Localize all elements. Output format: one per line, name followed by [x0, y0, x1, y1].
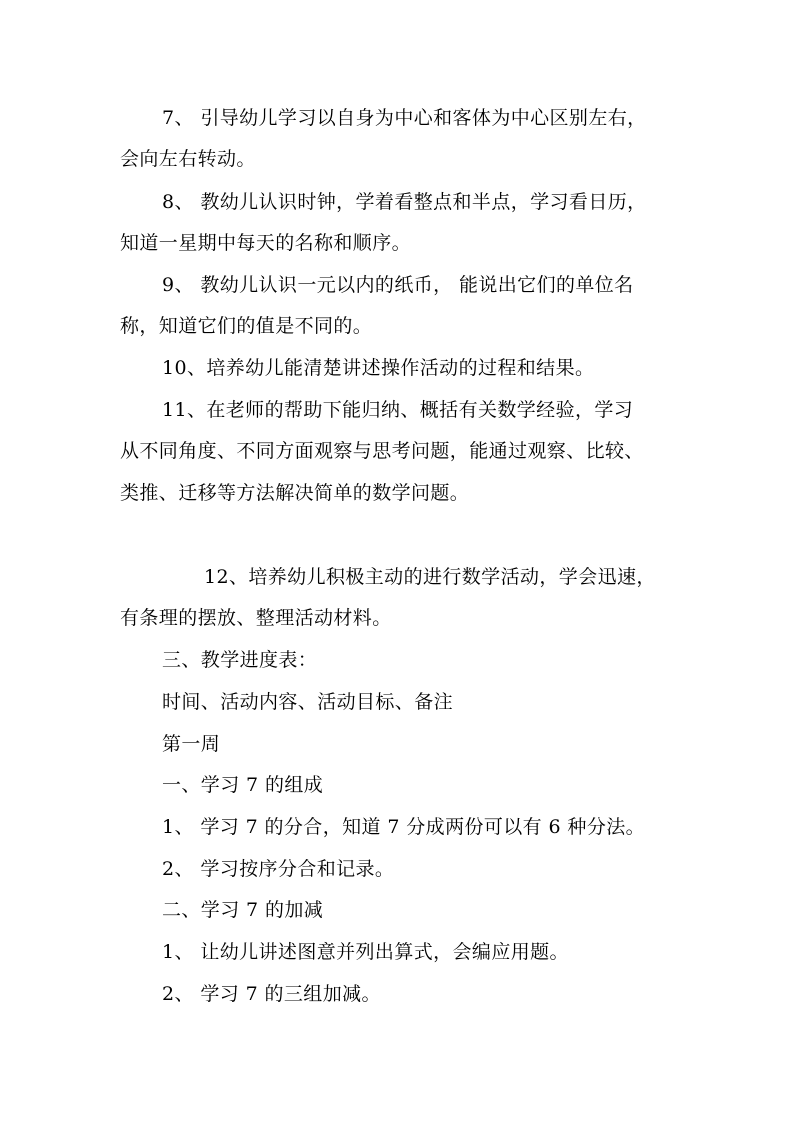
text-line-item-11-a: 11、在老师的帮助下能归纳、概括有关数学经验，学习	[162, 399, 634, 421]
text-line-item-10: 10、培养幼儿能清楚讲述操作活动的过程和结果。	[162, 357, 595, 379]
section-heading-schedule: 三、教学进度表：	[162, 649, 318, 671]
text-line-item-11-c: 类推、迁移等方法解决简单的数学问题。	[120, 482, 470, 504]
text-line-item-9-b: 称，知道它们的值是不同的。	[120, 315, 373, 337]
text-line-item-11-b: 从不同角度、不同方面观察与思考问题，能通过观察、比较、	[120, 440, 644, 462]
text-line-item-7-a: 7、 引导幼儿学习以自身为中心和客体为中心区别左右，	[162, 107, 647, 129]
week-label: 第一周	[162, 733, 221, 755]
text-line-item-12-b: 有条理的摆放、整理活动材料。	[120, 607, 392, 629]
activity-2-item-1: 1、 让幼儿讲述图意并列出算式，会编应用题。	[162, 941, 569, 963]
text-line-item-7-b: 会向左右转动。	[120, 148, 256, 170]
activity-heading-1: 一、学习 7 的组成	[162, 774, 324, 796]
activity-heading-2: 二、学习 7 的加减	[162, 899, 324, 921]
text-line-item-8-a: 8、 教幼儿认识时钟，学着看整点和半点，学习看日历，	[162, 191, 647, 213]
text-line-item-8-b: 知道一星期中每天的名称和顺序。	[120, 232, 412, 254]
text-line-item-9-a: 9、 教幼儿认识一元以内的纸币， 能说出它们的单位名	[162, 274, 634, 296]
activity-1-item-2: 2、 学习按序分合和记录。	[162, 858, 395, 880]
activity-2-item-2: 2、 学习 7 的三组加减。	[162, 983, 381, 1005]
schedule-columns-line: 时间、活动内容、活动目标、备注	[162, 691, 454, 713]
activity-1-item-1: 1、 学习 7 的分合，知道 7 分成两份可以有 6 种分法。	[162, 816, 646, 838]
text-line-item-12-a: 12、培养幼儿积极主动的进行数学活动，学会迅速，	[204, 566, 656, 588]
